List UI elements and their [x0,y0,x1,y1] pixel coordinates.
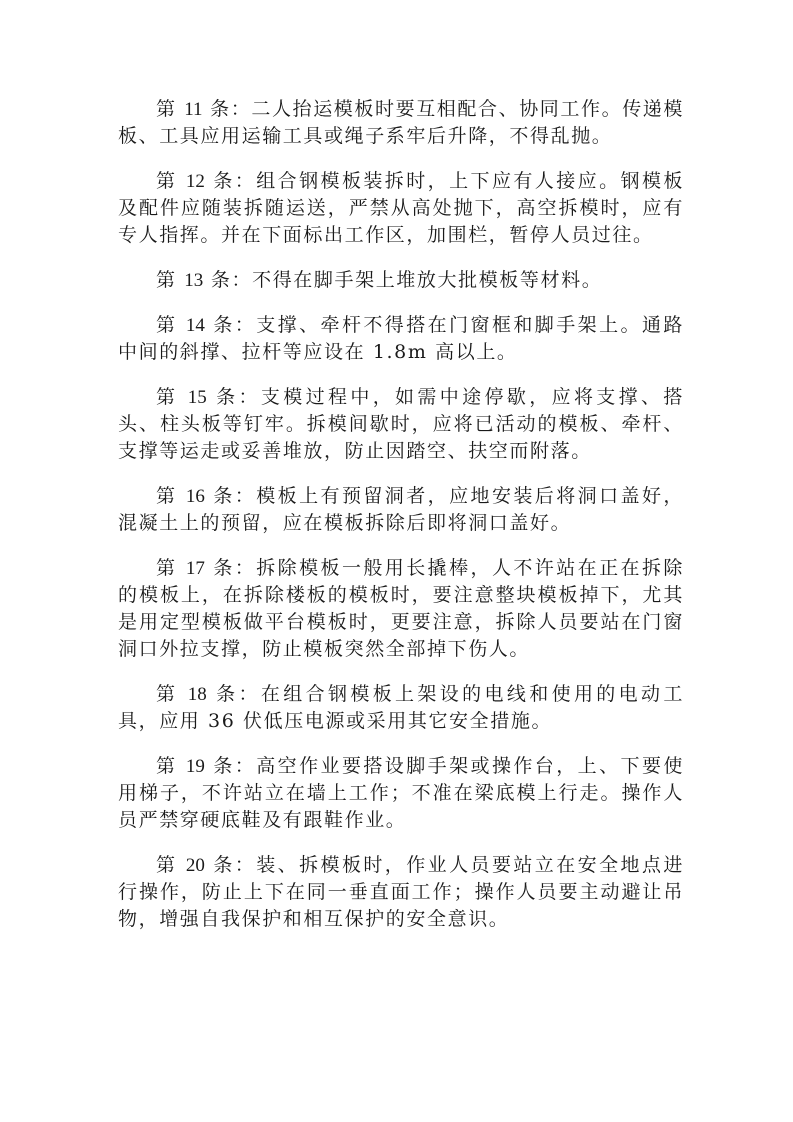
article-number: 19 [185,756,205,777]
article-number: 11 [184,99,203,120]
article-16 [118,483,684,537]
article-number: 16 [185,486,205,507]
article-suffix: 条： [204,485,257,507]
article-12 [118,168,684,249]
article-15 [118,384,684,465]
article-prefix: 第 [156,98,185,120]
article-prefix: 第 [156,854,186,876]
article-17 [118,555,684,663]
article-prefix: 第 [156,683,188,705]
article-14 [118,312,684,366]
article-suffix: 条： [206,683,261,705]
document-page [118,96,684,951]
article-prefix: 第 [156,755,186,777]
article-number: 13 [184,270,204,291]
article-text: 二人抬运模板时要互相配合、协同工作。传递模板、工具应用运输工具或绳子系牢后升降，不得乱抛。 [118,98,684,147]
article-19 [118,753,684,834]
article-text: 支模过程中，如需中途停歇，应将支撑、搭头、柱头板等钉牢。拆模间歇时，应将已活动的模板、牵杆、支撑等运走或妥善堆放，防止因踏空、扶空而附落。 [118,386,684,462]
article-number: 14 [185,315,205,336]
article-suffix: 条： [204,755,257,777]
article-prefix: 第 [156,314,186,336]
article-text: 在组合钢模板上架设的电线和使用的电动工具，应用 36 伏低压电源或采用其它安全措施。 [118,683,684,732]
article-text: 装、拆模板时，作业人员要站立在安全地点进行操作，防止上下在同一垂直面工作；操作人员要主动避让吊物，增强自我保护和相互保护的安全意识。 [118,854,684,930]
article-number: 15 [187,387,207,408]
article-text: 支撑、牵杆不得搭在门窗框和脚手架上。通路中间的斜撑、拉杆等应设在 1.8m 高以上。 [118,314,684,363]
article-number: 17 [185,558,205,579]
article-13 [118,267,684,294]
article-text: 高空作业要搭设脚手架或操作台，上、下要使用梯子，不许站立在墙上工作；不准在梁底模上行走。操作人员严禁穿硬底鞋及有跟鞋作业。 [118,755,684,831]
article-20 [118,852,684,933]
article-suffix: 条： [204,854,257,876]
article-text: 组合钢模板装拆时，上下应有人接应。钢模板及配件应随装拆随运送，严禁从高处抛下，高空拆模时，应有专人指挥。并在下面标出工作区，加围栏，暂停人员过往。 [118,170,684,246]
article-text: 不得在脚手架上堆放大批模板等材料。 [252,269,603,291]
article-11 [118,96,684,150]
article-prefix: 第 [156,557,186,579]
article-number: 18 [187,684,207,705]
article-prefix: 第 [156,170,186,192]
article-suffix: 条： [206,386,261,408]
article-prefix: 第 [156,485,186,507]
article-suffix: 条： [204,557,257,579]
article-number: 20 [185,855,205,876]
article-suffix: 条： [204,314,257,336]
article-suffix: 条： [204,170,257,192]
article-text: 拆除模板一般用长撬棒，人不许站在正在拆除的模板上，在拆除楼板的模板时，要注意整块模板掉下，尤其是用定型模板做平台模板时，更要注意，拆除人员要站在门窗洞口外拉支撑，防止模板突然全部掉下伤人。 [118,557,684,660]
article-text: 模板上有预留洞者，应地安装后将洞口盖好，混凝土上的预留，应在模板拆除后即将洞口盖好。 [118,485,684,534]
article-18 [118,681,684,735]
article-prefix: 第 [156,269,185,291]
article-number: 12 [185,171,205,192]
article-suffix: 条： [202,98,252,120]
article-prefix: 第 [156,386,188,408]
article-suffix: 条： [203,269,253,291]
